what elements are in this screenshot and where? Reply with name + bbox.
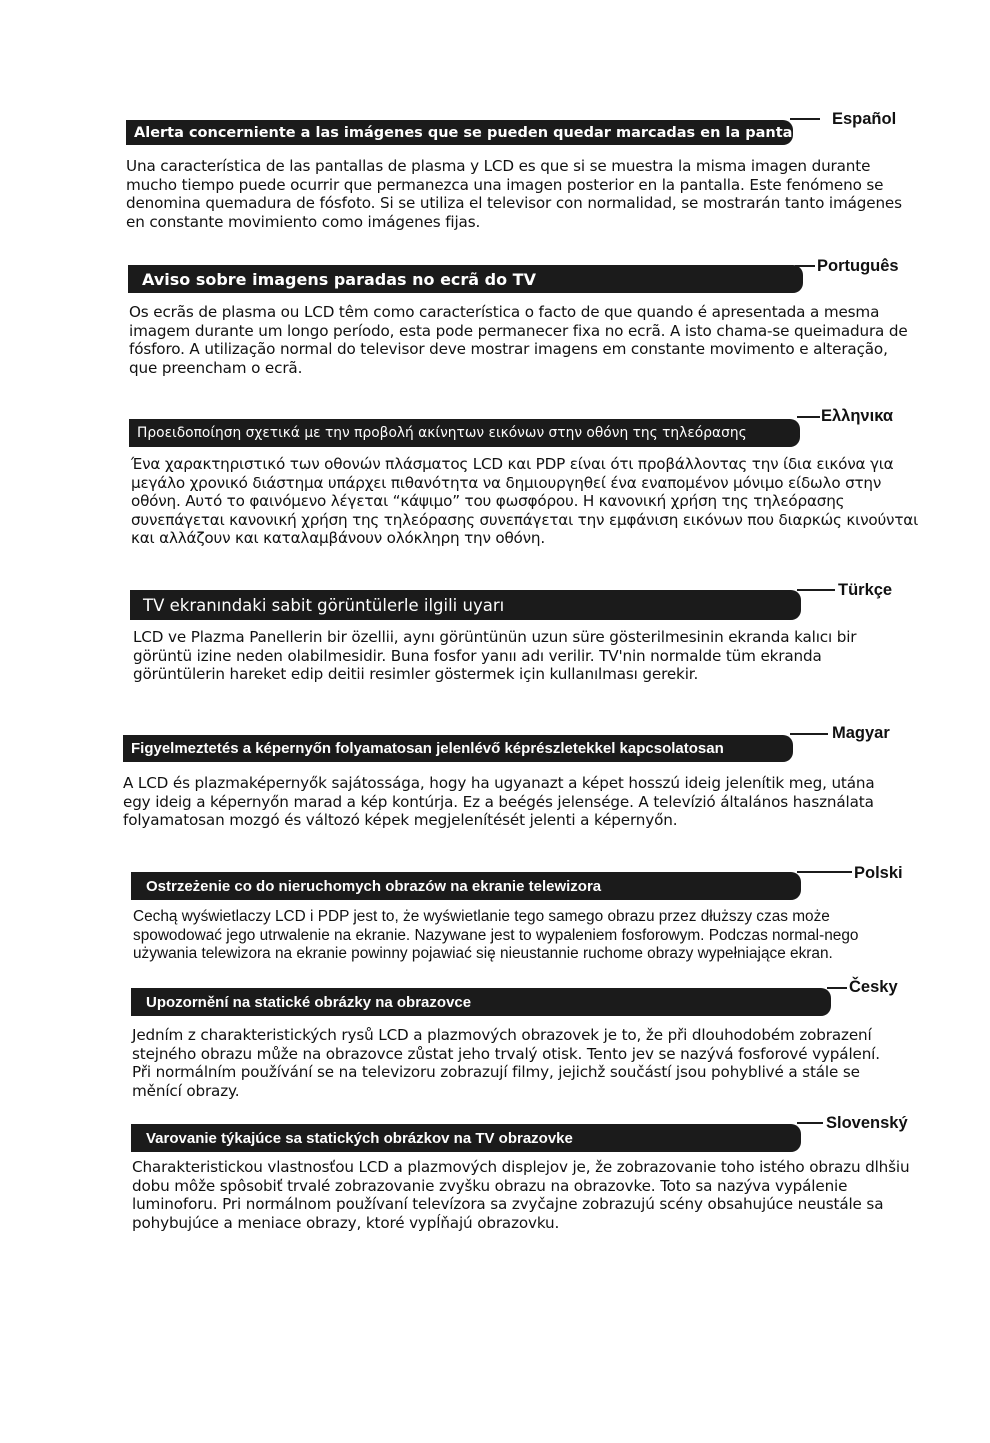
section-body: LCD ve Plazma Panellerin bir özellii, aynı görüntünün uzun süre gösterilmesinin ekranda kalıcı bir görüntü izine neden olabilmesidir. Buna fosfor yanıı adı verilir. TV'nin normalde tüm ekranda görüntülerin hareket edip deitii resimler göstermek için kullanılması gerekir. [133, 628, 857, 684]
section-heading: TV ekranındaki sabit görüntülerle ilgili uyarı [143, 595, 505, 615]
section-heading-bar [123, 735, 793, 762]
heading-rule [795, 265, 815, 267]
section-heading: Προειδοποίηση σχετικά με την προβολή ακίνητων εικόνων στην οθόνη της τηλεόρασης [137, 425, 747, 441]
section-body: Charakteristickou vlastnosťou LCD a plazmových displejov je, že zobrazovanie toho istého obrazu dlhšiu dobu môže spôsobiť trvalé zobrazovanie zvyšku obrazu na obrazovke. Toto sa nazýva vypálenie luminoforu. Pri normálnom používaní televízora sa zvyčajne zobrazujú scény obsahujúce neustále sa pohybujúce a meniace obrazy, ktoré vypĺňajú obrazovku. [132, 1158, 910, 1232]
section-heading: Figyelmeztetés a képernyőn folyamatosan jelenlévő képrészletekkel kapcsolatosan [131, 740, 724, 757]
section-heading-bar [126, 120, 869, 145]
section-body: Ένα χαρακτηριστικό των οθονών πλάσματος LCD και PDP είναι ότι προβάλλοντας την ίδια εικόνα για μεγάλο χρονικό διάστημα υπάρχει πιθανότητα να δημιουργηθεί ένα εναπομένον μόνιμο είδωλο στην οθόνη. Αυτό το φαινόμενο λέγεται “κάψιμο” του φωσφόρου. Η κανονική χρήση της τηλεόρασης συνεπάγεται κανονική χρήση της τηλεόρασης συνεπάγεται την εμφάνιση εικόνων που διαρκώς κινούνται και αλλάζουν και καταλαμβάνουν ολόκληρη την οθόνη. [131, 455, 919, 548]
section-body: Una característica de las pantallas de plasma y LCD es que si se muestra la misma imagen durante mucho tiempo puede ocurrir que permanezca una imagen posterior en la pantalla. Este fenómeno se denomina quemadura de fósfoto. Si se utiliza el televisor con normalidad, se mostrarán tanto imágenes en constante movimiento como imágenes fijas. [126, 157, 902, 231]
language-label: Česky [849, 978, 898, 996]
heading-rule [797, 416, 820, 418]
heading-rule [827, 987, 847, 989]
section-body: Cechą wyświetlaczy LCD i PDP jest to, że wyświetlanie tego samego obrazu przez dłuższy czas może spowodować jego utrwalenie na ekranie. Nazywane jest to wypaleniem fosforowym. Podczas normal-nego używania telewizora na ekranie powinny pojawiać się nieustannie ruchome obrazy wypełniające ekran. [133, 908, 859, 963]
heading-rule [797, 871, 852, 873]
language-label: Español [832, 110, 897, 128]
language-label: Magyar [832, 724, 890, 742]
section-heading: Aviso sobre imagens paradas no ecrã do TV [142, 269, 536, 289]
section-body: A LCD és plazmaképernyők sajátossága, hogy ha ugyanazt a képet hosszú ideig jelenítik meg, utána egy ideig a képernyőn marad a kép kontúrja. Ez a beégés jelensége. A televízió általános használata folyamatosan mozgó és változó képek megjelenítését jelenti a képernyőn. [123, 774, 875, 830]
heading-rule [790, 118, 820, 120]
section-heading: Ostrzeżenie co do nieruchomych obrazów na ekranie telewizora [146, 877, 602, 895]
section-heading-bar [129, 419, 800, 447]
section-body: Jedním z charakteristických rysů LCD a plazmových obrazovek je to, že při dlouhodobém zobrazení stejného obrazu může na obrazovce zůstat jeho trvalý otisk. Tento jev se nazývá fosforové vypálení. Při normálním používání se na televizoru zobrazují filmy, jejichž součástí jsou pohyblivé a stále se měnící obrazy. [132, 1026, 880, 1100]
language-label: Türkçe [838, 581, 893, 599]
heading-rule [790, 733, 828, 735]
language-label: Ελληνικα [821, 407, 893, 425]
section-heading: Varovanie týkajúce sa statických obrázkov na TV obrazovke [146, 1129, 573, 1147]
section-heading-bar [131, 988, 831, 1016]
section-heading-bar [128, 265, 803, 293]
section-body: Os ecrãs de plasma ou LCD têm como característica o facto de que quando é apresentada a mesma imagem durante um longo período, esta pode permanecer fixa no ecrã. A isto chama-se queimadura de fósforo. A utilização normal do televisor deve mostrar imagens em constante movimento e alteração, que preencham o ecrã. [129, 303, 908, 377]
language-label: Slovenský [826, 1114, 908, 1132]
section-heading-bar [130, 590, 801, 620]
section-heading: Alerta concerniente a las imágenes que se pueden quedar marcadas en la pantalla del TV [134, 124, 869, 141]
heading-rule [797, 1122, 823, 1124]
section-heading-bar [131, 872, 801, 900]
language-label: Português [817, 257, 899, 275]
heading-rule [797, 589, 835, 591]
section-heading-bar [131, 1124, 801, 1152]
language-label: Polski [854, 864, 903, 882]
section-heading: Upozornění na statické obrázky na obrazovce [146, 993, 472, 1011]
